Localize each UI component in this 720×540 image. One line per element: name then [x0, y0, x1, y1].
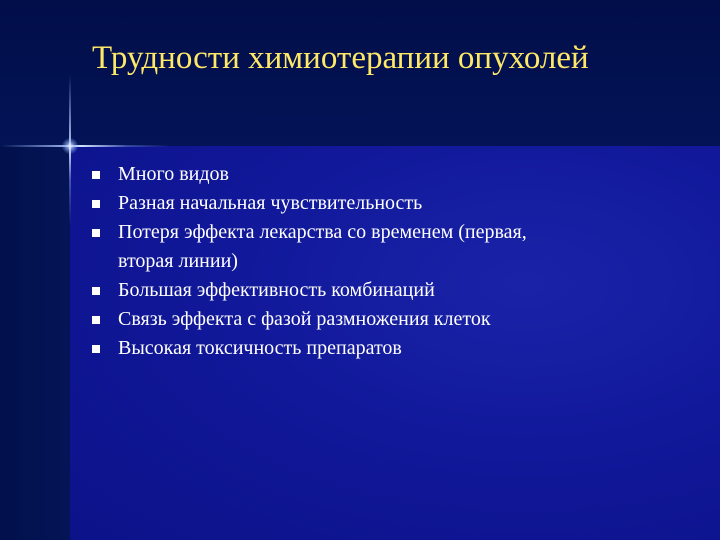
bullet-text-continuation: вторая линии) — [118, 250, 238, 272]
bullet-item — [90, 160, 650, 189]
slide-title: Трудности химиотерапии опухолей — [92, 40, 589, 76]
square-bullet-icon — [92, 316, 100, 324]
bullet-text: Большая эффективность комбинаций — [118, 279, 435, 301]
bullet-item — [90, 305, 650, 334]
bullet-item — [90, 218, 650, 276]
light-flare-horizontal — [0, 145, 170, 147]
bullet-item — [90, 334, 650, 363]
bullet-item — [90, 276, 650, 305]
bullet-text: Потеря эффекта лекарства со временем (первая, — [118, 221, 527, 243]
light-flare-glow — [62, 138, 78, 154]
bullet-list — [90, 160, 650, 363]
bullet-text: Много видов — [118, 163, 229, 185]
bullet-text: Разная начальная чувствительность — [118, 192, 423, 214]
square-bullet-icon — [92, 345, 100, 353]
bullet-text: Высокая токсичность препаратов — [118, 337, 402, 359]
square-bullet-icon — [92, 171, 100, 179]
square-bullet-icon — [92, 200, 100, 208]
square-bullet-icon — [92, 287, 100, 295]
square-bullet-icon — [92, 229, 100, 237]
bullet-item — [90, 189, 650, 218]
bullet-text: Связь эффекта с фазой размножения клеток — [118, 308, 491, 330]
left-band — [0, 146, 70, 540]
